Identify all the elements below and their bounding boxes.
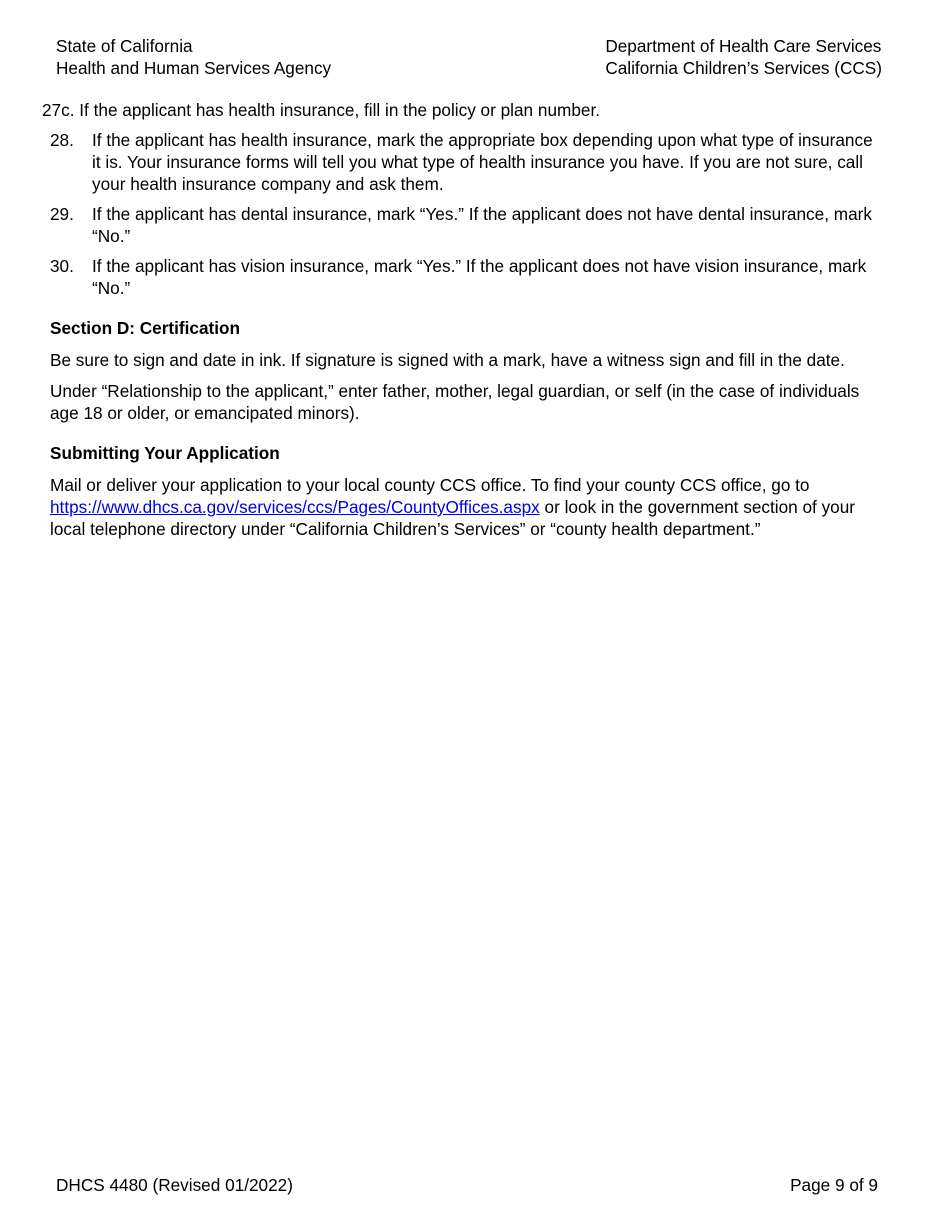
county-offices-link[interactable]: https://www.dhcs.ca.gov/services/ccs/Pages/CountyOffices.aspx [50,497,540,517]
submitting-text-before-link: Mail or deliver your application to your local county CCS office. To find your county CCS office, go to [50,475,810,495]
section-d-paragraph-relationship: Under “Relationship to the applicant,” enter father, mother, legal guardian, or self (in the case of individuals age 18 or older, or emancipated minors). [50,381,860,423]
section-d-heading: Section D: Certification [50,318,241,338]
header-right [605,35,882,79]
item-text: If the applicant has health insurance, mark the appropriate box depending upon what type of insurance it is. Your insurance forms will tell you what type of health insurance you have. If you are not sure, call your health insurance company and ask them. [92,130,873,194]
item-number: 29. [50,204,74,224]
header-department: Department of Health Care Services [605,36,882,56]
instruction-item-29 [50,203,885,247]
footer-form-id: DHCS 4480 (Revised 01/2022) [56,1175,293,1195]
item-number: 28. [50,130,74,150]
instruction-item-30 [50,255,885,299]
instruction-item-27c [42,99,887,121]
header-state: State of California [56,36,193,56]
header-left [56,35,331,79]
item-number: 27c. [42,100,75,120]
section-d-paragraph-sign: Be sure to sign and date in ink. If signature is signed with a mark, have a witness sign and fill in the date. [50,350,845,370]
footer-page-number: Page 9 of 9 [790,1175,878,1195]
header-agency: Health and Human Services Agency [56,58,332,78]
item-text: If the applicant has vision insurance, mark “Yes.” If the applicant does not have vision insurance, mark “No.” [92,256,867,298]
item-text: If the applicant has dental insurance, mark “Yes.” If the applicant does not have dental insurance, mark “No.” [92,204,872,246]
header-program: California Children’s Services (CCS) [605,58,882,78]
item-text: If the applicant has health insurance, fill in the policy or plan number. [79,100,600,120]
item-number: 30. [50,256,74,276]
submitting-paragraph [50,474,885,540]
instruction-item-28 [50,129,885,195]
instructions-body [42,99,887,549]
submitting-heading: Submitting Your Application [50,443,280,463]
submitting-text-after-link: or look in the government section of your local telephone directory under “California Children’s Services” or “county health department.” [50,497,856,539]
